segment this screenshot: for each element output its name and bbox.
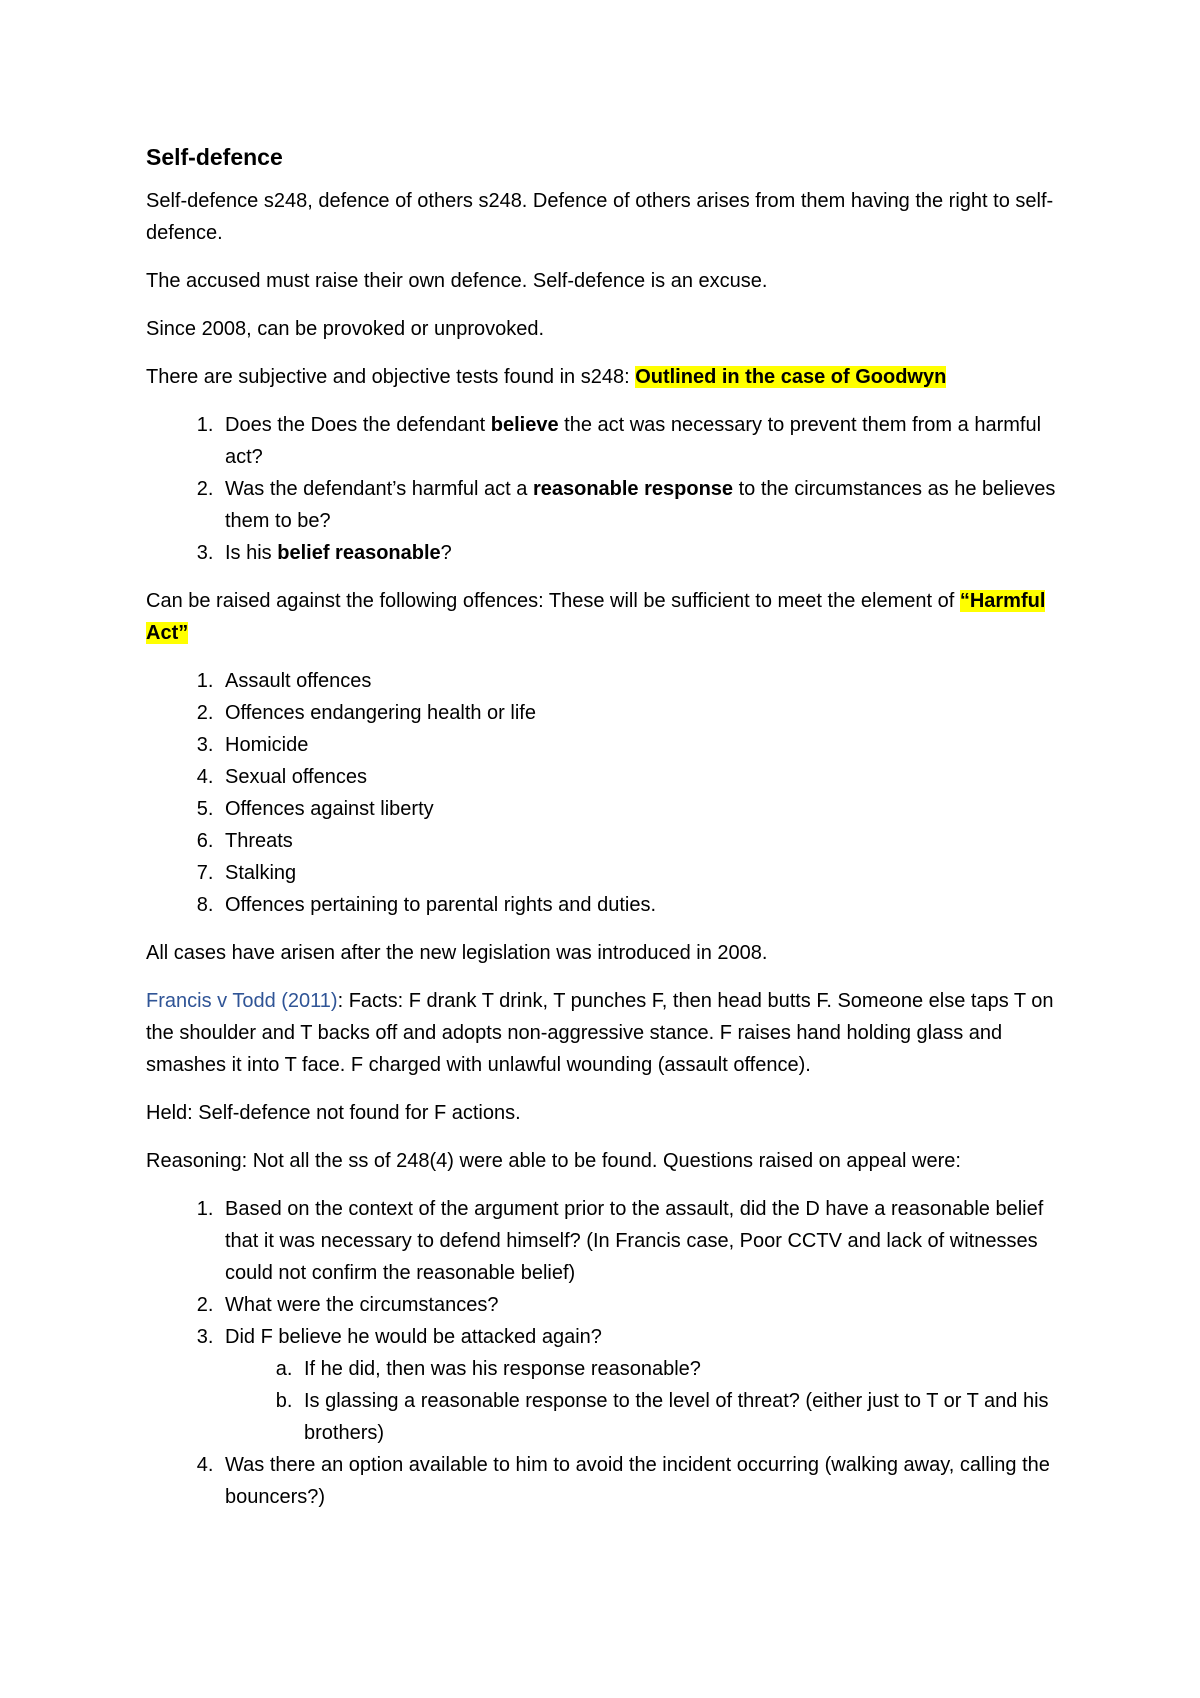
tests-list: [146, 409, 1076, 569]
list-item: 1. Does the Does the defendant believe the act was necessary to prevent them from a harmful act?: [219, 409, 1076, 473]
list-item: 4. Sexual offences: [219, 761, 1076, 793]
list-item: 4. Was there an option available to him to avoid the incident occurring (walking away, calling the bouncers?): [219, 1449, 1076, 1513]
paragraph-offences: Can be raised against the following offences: These will be sufficient to meet the element of “Harmful Act”: [146, 590, 1046, 644]
list-item: 7. Stalking: [219, 857, 1076, 889]
list-item: 2. What were the circumstances?: [219, 1289, 1076, 1321]
list-item: 3. Did F believe he would be attacked again? a. If he did, then was his response reasonable? b. Is glassing a reasonable response to the level of threat? (either just to T or T and his brothers): [219, 1321, 1076, 1449]
paragraph-cases: All cases have arisen after the new legislation was introduced in 2008.: [146, 942, 768, 964]
list-item: 6. Threats: [219, 825, 1076, 857]
questions-list: [146, 1193, 1076, 1513]
list-item: 3. Homicide: [219, 729, 1076, 761]
document-heading: Self-defence: [146, 144, 283, 170]
highlight-harmful-act: “Harmful Act”: [146, 590, 1046, 644]
list-item: 1. Based on the context of the argument prior to the assault, did the D have a reasonable belief that it was necessary to defend himself? (In Francis case, Poor CCTV and lack of witnesses could not confirm the reasonable belief): [219, 1193, 1076, 1289]
paragraph-accused: The accused must raise their own defence. Self-defence is an excuse.: [146, 270, 768, 292]
paragraph-tests: There are subjective and objective tests found in s248: Outlined in the case of Goodwyn: [146, 366, 947, 388]
list-item: 3. Is his belief reasonable?: [219, 537, 1076, 569]
list-item: b. Is glassing a reasonable response to the level of threat? (either just to T or T and his brothers): [298, 1385, 1076, 1449]
list-item: 5. Offences against liberty: [219, 793, 1076, 825]
list-item: 2. Offences endangering health or life: [219, 697, 1076, 729]
document-page: [146, 140, 1076, 1529]
paragraph-case-facts: Francis v Todd (2011): Facts: F drank T drink, T punches F, then head butts F. Someone else taps T on the shoulder and T backs off and adopts non-aggressive stance. F raises hand holding glass and smashes it into T face. F charged with unlawful wounding (assault offence).: [146, 990, 1054, 1076]
subquestions-list: [225, 1353, 1076, 1449]
paragraph-held: Held: Self-defence not found for F actions.: [146, 1102, 521, 1124]
case-name: Francis v Todd (2011): [146, 990, 338, 1012]
paragraph-reasoning: Reasoning: Not all the ss of 248(4) were able to be found. Questions raised on appeal were:: [146, 1150, 961, 1172]
list-item: 1. Assault offences: [219, 665, 1076, 697]
paragraph-since-2008: Since 2008, can be provoked or unprovoked.: [146, 318, 545, 340]
offences-list: [146, 665, 1076, 921]
paragraph-intro: Self-defence s248, defence of others s248. Defence of others arises from them having the right to self-defence.: [146, 190, 1054, 244]
list-item: 2. Was the defendant’s harmful act a reasonable response to the circumstances as he believes them to be?: [219, 473, 1076, 537]
list-item: 8. Offences pertaining to parental rights and duties.: [219, 889, 1076, 921]
highlight-goodwyn: Outlined in the case of Goodwyn: [635, 366, 947, 388]
list-item: a. If he did, then was his response reasonable?: [298, 1353, 1076, 1385]
